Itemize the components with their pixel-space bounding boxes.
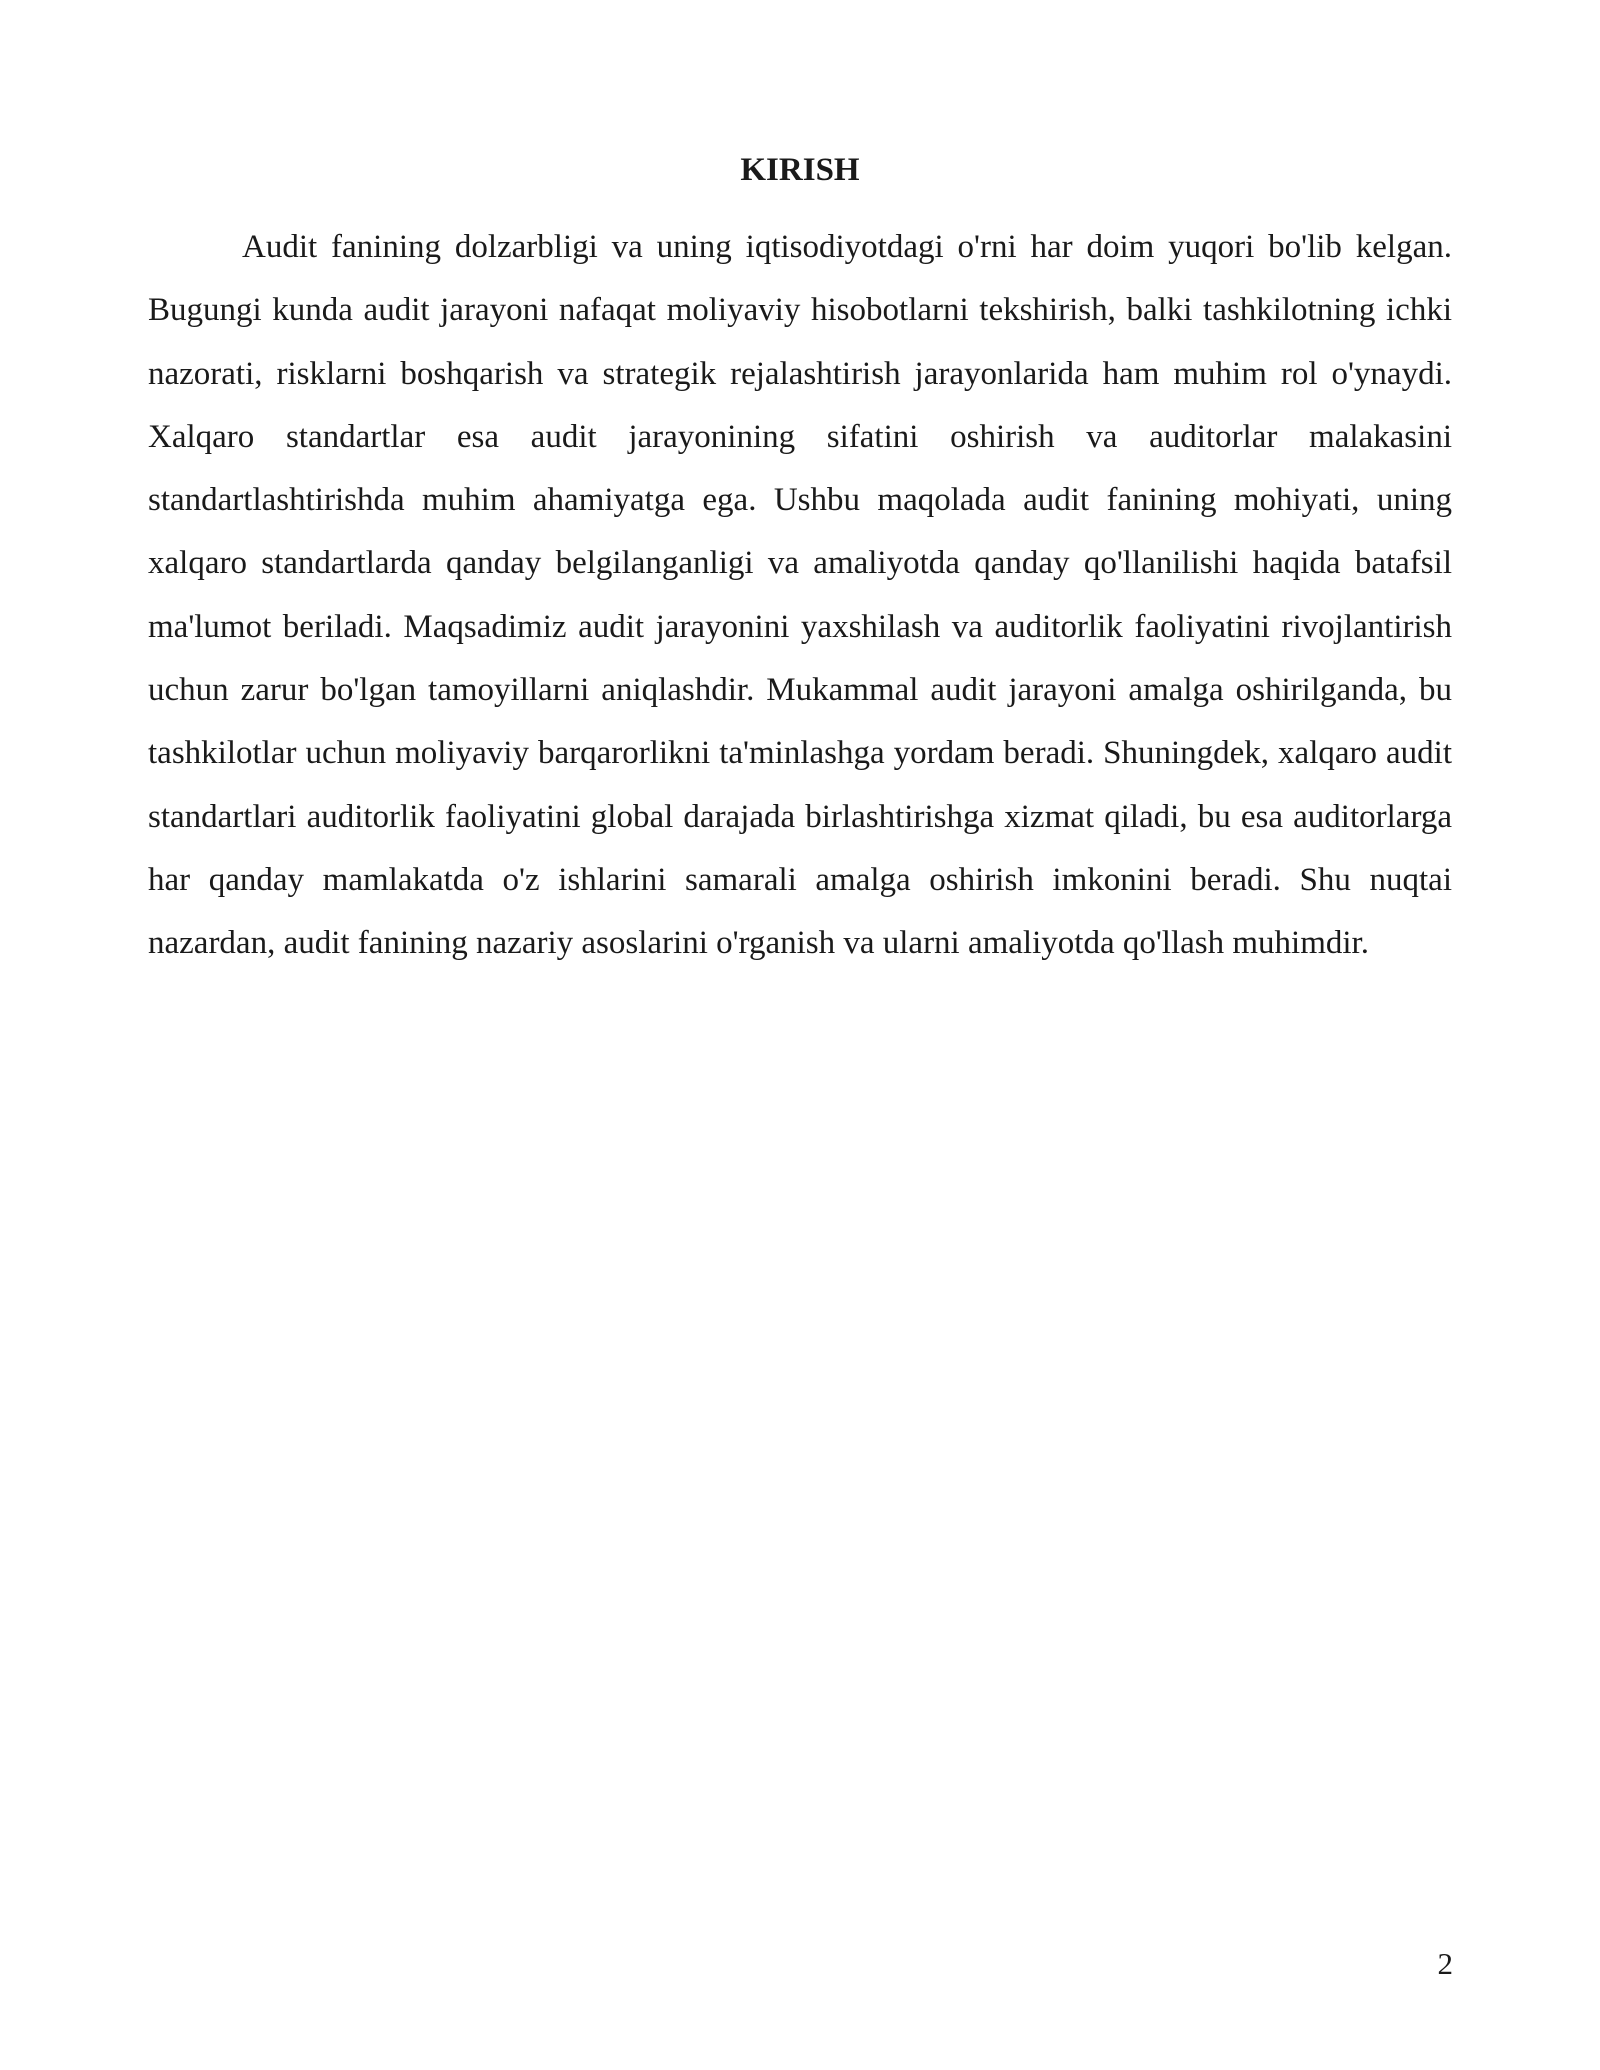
- intro-paragraph: Audit fanining dolzarbligi va uning iqtisodiyotdagi o'rni har doim yuqori bo'lib kelgan. Bugungi kunda audit jarayoni nafaqat moliyaviy hisobotlarni tekshirish, balki tashkilotning ichki nazorati, risklarni boshqarish va strategik rejalashtirish jarayonlarida ham muhim rol o'ynaydi. Xalqaro standartlar esa audit jarayonining sifatini oshirish va auditorlar malakasini standartlashtirishda muhim ahamiyatga ega. Ushbu maqolada audit fanining mohiyati, uning xalqaro standartlarda qanday belgilanganligi va amaliyotda qanday qo'llanilishi haqida batafsil ma'lumot beriladi. Maqsadimiz audit jarayonini yaxshilash va auditorlik faoliyatini rivojlantirish uchun zarur bo'lgan tamoyillarni aniqlashdir. Mukammal audit jarayoni amalga oshirilganda, bu tashkilotlar uchun moliyaviy barqarorlikni ta'minlashga yordam beradi. Shuningdek, xalqaro audit standartlari auditorlik faoliyatini global darajada birlashtirishga xizmat qiladi, bu esa auditorlarga har qanday mamlakatda o'z ishlarini samarali amalga oshirish imkonini beradi. Shu nuqtai nazardan, audit fanining nazariy asoslarini o'rganish va ularni amaliyotda qo'llash muhimdir.: [148, 229, 1452, 962]
- page-number: 2: [1437, 1946, 1453, 1981]
- section-heading: KIRISH: [740, 152, 860, 188]
